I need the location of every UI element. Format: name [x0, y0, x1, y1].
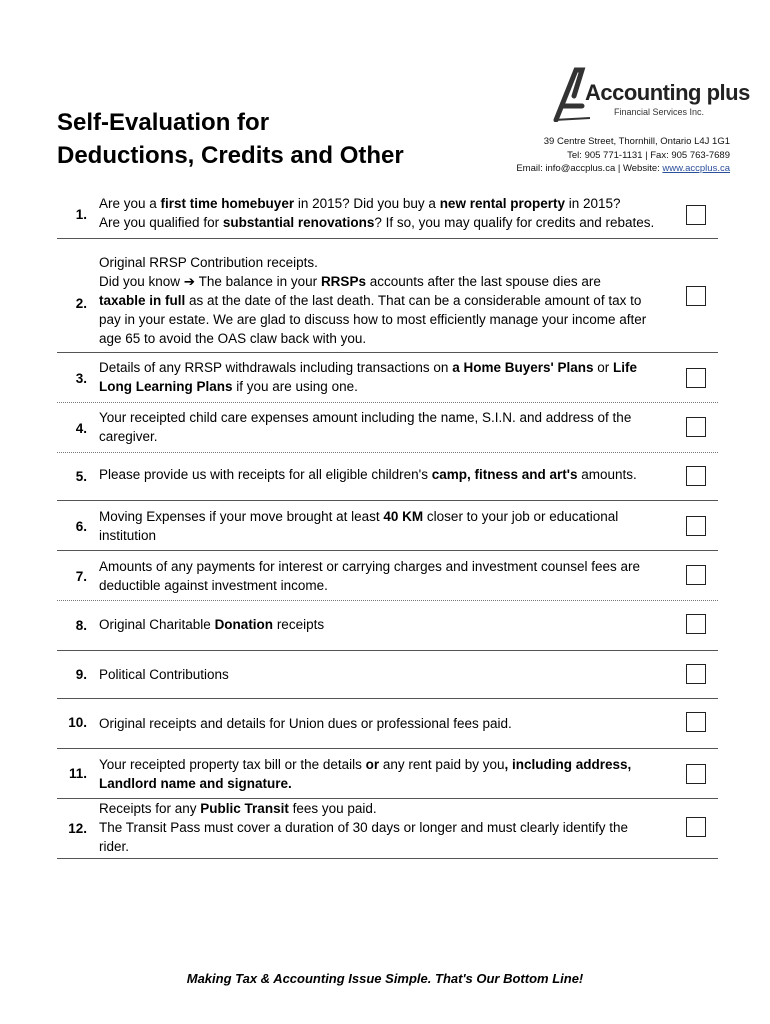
- checkbox[interactable]: [686, 664, 706, 684]
- title-line-1: Self-Evaluation for: [57, 109, 270, 136]
- item-text-part: fees you paid.: [288, 801, 377, 816]
- item-text-part: accounts after the last spouse dies are: [365, 274, 601, 289]
- item-text-part: , including address,: [504, 757, 632, 772]
- item-number: 6.: [75, 519, 87, 534]
- item-text-part: Please provide us with receipts for all eligible children's: [99, 467, 432, 482]
- item-text-part: amounts.: [577, 467, 637, 482]
- item-text-part: any rent paid by you: [379, 757, 505, 772]
- item-text-part: in 2015? Did you buy a: [294, 196, 440, 211]
- logo-subtitle: Financial Services Inc.: [614, 107, 705, 117]
- item-text-part: Did you know ➔ The balance in your: [99, 274, 321, 289]
- checklist-row: [57, 501, 718, 551]
- item-text-part: Your receipted child care expenses amount including the name, S.I.N. and address of the: [99, 410, 632, 425]
- checkbox[interactable]: [686, 417, 706, 437]
- checkbox[interactable]: [686, 817, 706, 837]
- checklist-row: [57, 189, 718, 239]
- title-line-2: Deductions, Credits and Other: [57, 142, 404, 169]
- contact-phones: Tel: 905 771-1131 | Fax: 905 763-7689: [567, 149, 730, 161]
- item-text-part: rider.: [99, 839, 130, 854]
- website-link[interactable]: www.accplus.ca: [662, 163, 730, 174]
- item-text-part: Are you a: [99, 196, 161, 211]
- logo-name: Accounting plus: [585, 80, 750, 105]
- checkbox[interactable]: [686, 466, 706, 486]
- contact-address: 39 Centre Street, Thornhill, Ontario L4J 1G1: [543, 136, 730, 147]
- checkbox[interactable]: [686, 764, 706, 784]
- checklist-row: [57, 453, 718, 501]
- item-number: 1.: [75, 207, 87, 222]
- item-text: [99, 714, 684, 733]
- item-number: 3.: [75, 371, 87, 386]
- item-text: [99, 253, 684, 348]
- item-text-part: ? If so, you may qualify for credits and rebates.: [374, 215, 655, 230]
- contact-block: [516, 135, 730, 176]
- checkbox[interactable]: [686, 205, 706, 225]
- item-text-part: RRSPs: [320, 274, 366, 289]
- item-text-part: camp, fitness and art's: [431, 467, 578, 482]
- item-text-part: The Transit Pass must cover a duration of 30 days or longer and must clearly identify the: [99, 820, 629, 835]
- item-text-part: Political Contributions: [99, 667, 229, 682]
- item-number: 2.: [75, 296, 87, 311]
- checkbox[interactable]: [686, 712, 706, 732]
- item-text-part: Your receipted property tax bill or the details: [99, 757, 366, 772]
- item-text-part: as at the date of the last death. That can be a considerable amount of tax to: [185, 293, 642, 308]
- item-text: [99, 557, 684, 595]
- item-text-part: new rental property: [439, 196, 565, 211]
- item-number: 5.: [75, 469, 87, 484]
- item-text-part: Receipts for any: [99, 801, 201, 816]
- item-text-part: Moving Expenses if your move brought at least: [99, 509, 384, 524]
- item-number: 12.: [68, 821, 87, 836]
- checklist-row: [57, 651, 718, 699]
- item-text-part: receipts: [273, 617, 325, 632]
- item-text-part: Original receipts and details for Union dues or professional fees paid.: [99, 716, 512, 731]
- item-text: [99, 465, 684, 484]
- footer-tagline: Making Tax & Accounting Issue Simple. That's Our Bottom Line!: [186, 971, 584, 986]
- item-text-part: Amounts of any payments for interest or carrying charges and investment counsel fees are: [99, 559, 641, 574]
- item-text-part: institution: [99, 528, 157, 543]
- item-number: 11.: [68, 766, 87, 781]
- checkbox[interactable]: [686, 614, 706, 634]
- item-text: [99, 507, 684, 545]
- checklist-row: [57, 239, 718, 353]
- item-text-part: Public Transit: [200, 801, 289, 816]
- item-text-part: or: [593, 360, 613, 375]
- checklist-row: [57, 799, 718, 859]
- item-text: [99, 358, 684, 396]
- item-text-part: Life: [612, 360, 637, 375]
- checklist-row: [57, 699, 718, 749]
- checklist-row: [57, 601, 718, 651]
- item-text: [99, 755, 684, 793]
- item-text-part: substantial renovations: [222, 215, 375, 230]
- item-text-part: Original Charitable: [99, 617, 215, 632]
- item-number: 10.: [68, 715, 87, 730]
- item-text-part: if you are using one.: [232, 379, 358, 394]
- item-text-part: Original RRSP Contribution receipts.: [99, 255, 318, 270]
- item-text: [99, 194, 684, 232]
- item-text-part: pay in your estate. We are glad to discuss how to most efficiently manage your income after: [99, 312, 647, 327]
- checklist-row: [57, 353, 718, 403]
- item-text-part: Donation: [214, 617, 274, 632]
- item-text-part: age 65 to avoid the OAS claw back with you.: [99, 331, 367, 346]
- item-text-part: Landlord name and signature.: [99, 776, 292, 791]
- item-number: 7.: [75, 569, 87, 584]
- item-text-part: taxable in full: [99, 293, 186, 308]
- item-text-part: in 2015?: [564, 196, 621, 211]
- item-text-part: or: [365, 757, 380, 772]
- checklist-row: [57, 749, 718, 799]
- item-text-part: closer to your job or educational: [423, 509, 619, 524]
- item-number: 4.: [75, 421, 87, 436]
- company-logo: [552, 66, 750, 124]
- item-text-part: Long Learning Plans: [99, 379, 233, 394]
- page-title: [57, 106, 404, 172]
- contact-email: Email: info@accplus.ca | Website:: [516, 163, 663, 174]
- item-text-part: a Home Buyers' Plans: [452, 360, 594, 375]
- contact-email-line: [516, 162, 730, 176]
- item-text-part: Are you qualified for: [99, 215, 223, 230]
- checklist-row: [57, 403, 718, 453]
- checkbox[interactable]: [686, 565, 706, 585]
- item-text: [99, 408, 684, 446]
- item-text-part: Details of any RRSP withdrawals including transactions on: [99, 360, 453, 375]
- item-text: [99, 665, 684, 684]
- item-number: 8.: [75, 618, 87, 633]
- item-text: [99, 615, 684, 634]
- item-text-part: 40 KM: [383, 509, 424, 524]
- item-text: [99, 799, 684, 856]
- checkbox[interactable]: [686, 368, 706, 388]
- item-number: 9.: [75, 667, 87, 682]
- item-text-part: first time homebuyer: [160, 196, 295, 211]
- item-text-part: deductible against investment income.: [99, 578, 328, 593]
- checkbox[interactable]: [686, 516, 706, 536]
- checkbox[interactable]: [686, 286, 706, 306]
- item-text-part: caregiver.: [99, 429, 158, 444]
- checklist-row: [57, 551, 718, 601]
